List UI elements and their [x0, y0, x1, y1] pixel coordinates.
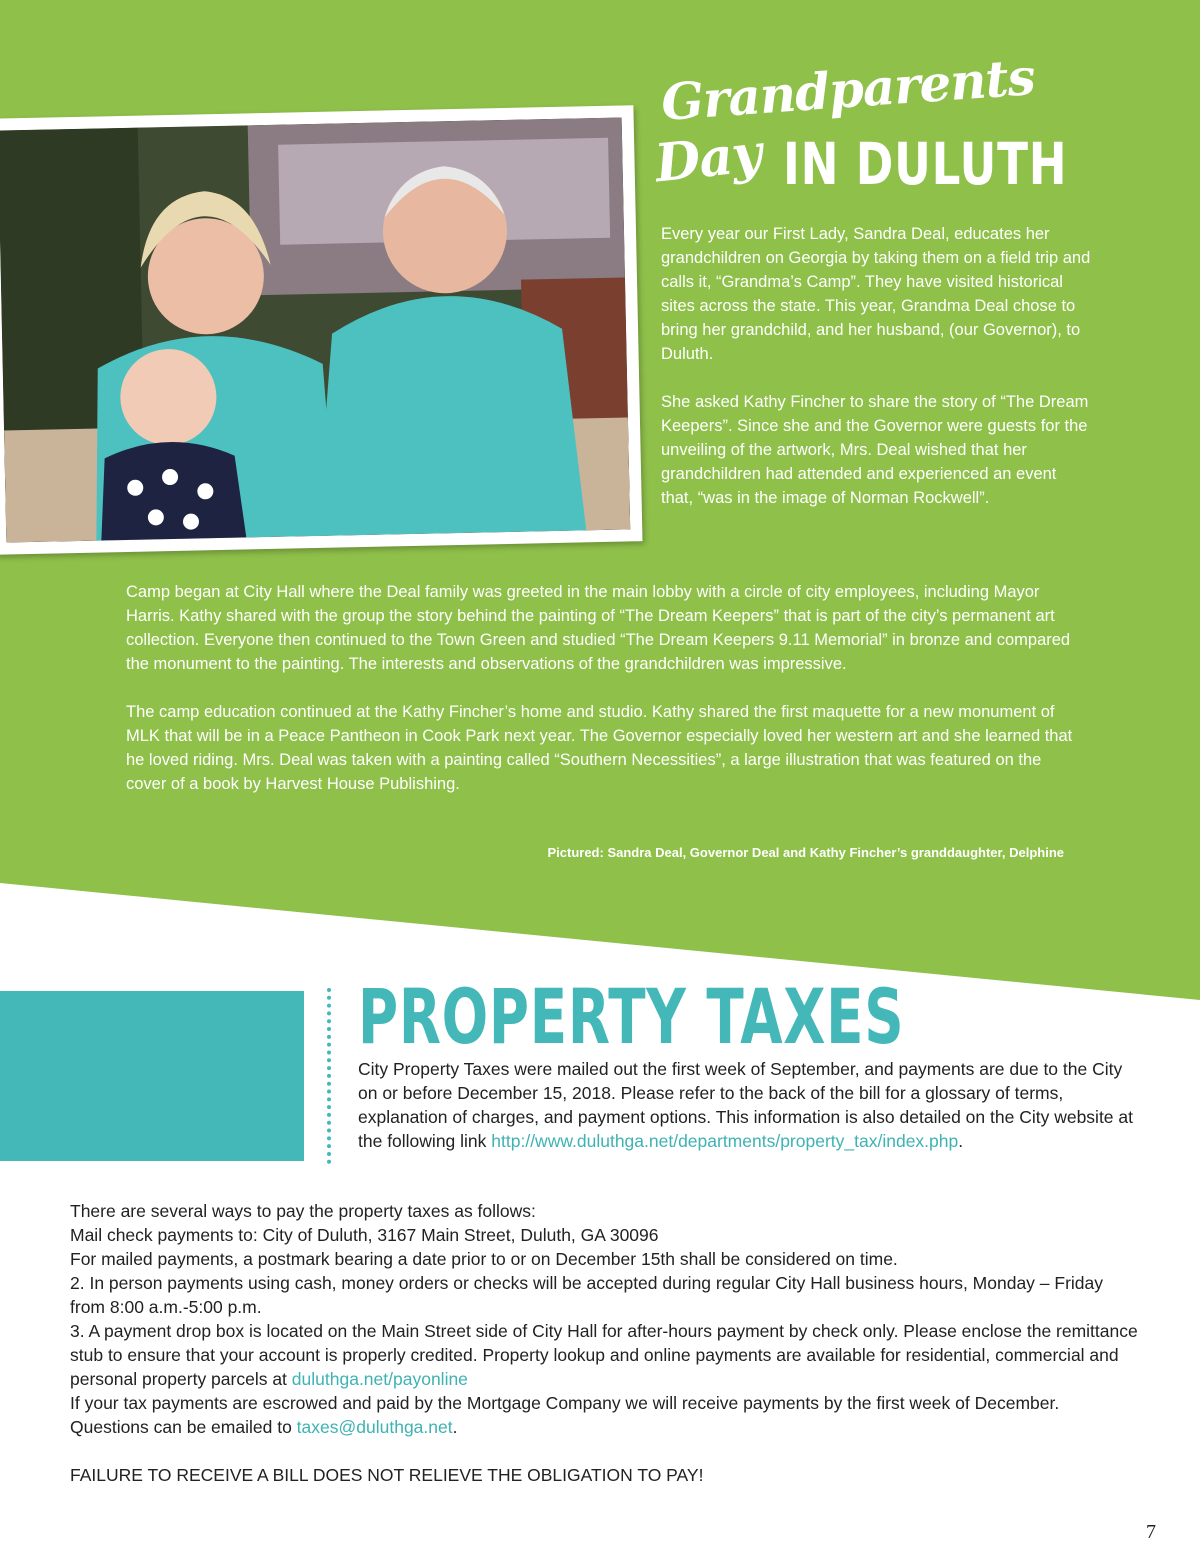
page-number: 7 — [1146, 1521, 1156, 1543]
headline — [652, 47, 1175, 198]
escrow-line: If your tax payments are escrowed and paid by the Mortgage Company we will receive payments by the first week of December. — [70, 1393, 1060, 1413]
dotted-divider — [327, 988, 331, 1164]
warning-line: FAILURE TO RECEIVE A BILL DOES NOT RELIEVE THE OBLIGATION TO PAY! — [70, 1465, 704, 1485]
headline-script-line-2: Day — [652, 122, 764, 195]
tax-intro-text: City Property Taxes were mailed out the first week of September, and payments are due to the City on or before December 15, 2018. Please refer to the back of the bill for a glossary of terms, explanation of charges, and payment options. This information is also detailed on the City website at the following link — [358, 1059, 1133, 1151]
drop-box-line — [70, 1319, 1140, 1391]
property-taxes-intro — [358, 1057, 1138, 1153]
drop-box-text: 3. A payment drop box is located on the Main Street side of City Hall for after-hours payment by check only. Please enclose the remittance stub to ensure that your account is properly credited. Property lookup and online payments are available for residential, commercial and personal property parcels at — [70, 1321, 1138, 1389]
family-photo-illustration — [0, 118, 630, 543]
headline-script-line-1: Grandparents — [659, 47, 1037, 132]
property-taxes-title: PROPERTY TAXES — [358, 972, 905, 1061]
photo-caption: Pictured: Sandra Deal, Governor Deal and Kathy Fincher’s granddaughter, Delphine — [547, 845, 1064, 860]
photo-frame — [0, 105, 642, 554]
property-tax-link[interactable]: http://www.duluthga.net/departments/property_tax/index.php — [491, 1131, 959, 1151]
spacer — [70, 1439, 1140, 1463]
headline-block-text: IN DULUTH — [783, 130, 1068, 198]
intro-paragraph: She asked Kathy Fincher to share the story of “The Dream Keepers”. Since she and the Governor were guests for the unveiling of the artwork, Mrs. Deal wished that her grandchildren had attended and experienced an event that, “was in the image of Norman Rockwell”. — [661, 393, 1089, 507]
teal-accent-block — [0, 991, 304, 1161]
ways-heading: There are several ways to pay the property taxes as follows: — [70, 1201, 536, 1221]
story-paragraph: Camp began at City Hall where the Deal family was greeted in the main lobby with a circle of city employees, including Mayor Harris. Kathy shared with the group the story behind the painting of “The Dream Keepers” that is part of the city’s permanent art collection. Everyone then continued to the Town Green and studied “The Dream Keepers 9.11 Memorial” in bronze and compared the monument to the painting. The interests and observations of the grandchildren was impressive. — [126, 583, 1071, 673]
mail-line: Mail check payments to: City of Duluth, 3167 Main Street, Duluth, GA 30096 — [70, 1225, 659, 1245]
questions-text: Questions can be emailed to — [70, 1417, 297, 1437]
tax-intro-end: . — [958, 1131, 964, 1151]
in-person-line: 2. In person payments using cash, money orders or checks will be accepted during regular City Hall business hours, Monday – Friday from 8:00 a.m.-5:00 p.m. — [70, 1273, 1104, 1317]
questions-end: . — [452, 1417, 458, 1437]
payonline-link[interactable]: duluthga.net/payonline — [291, 1369, 468, 1389]
story-paragraph: The camp education continued at the Kathy Fincher’s home and studio. Kathy shared the first maquette for a new monument of MLK that will be in a Peace Pantheon in Cook Park next year. The Governor especially loved her western art and she learned that he loved riding. Mrs. Deal was taken with a painting called “Southern Necessities”, a large illustration that was featured on the cover of a book by Harvest House Publishing. — [126, 703, 1073, 793]
email-link[interactable]: taxes@duluthga.net — [296, 1417, 453, 1437]
questions-line — [70, 1415, 1140, 1439]
intro-text — [661, 222, 1091, 534]
intro-paragraph: Every year our First Lady, Sandra Deal, educates her grandchildren on Georgia by taking them on a field trip and calls it, “Grandma’s Camp”. They have visited historical sites across the state. This year, Grandma Deal chose to bring her grandchild, and her husband, (our Governor), to Duluth. — [661, 225, 1091, 363]
property-taxes-body — [70, 1199, 1140, 1487]
family-photo — [0, 118, 630, 543]
postmark-line: For mailed payments, a postmark bearing a date prior to or on December 15th shall be considered on time. — [70, 1249, 898, 1269]
story-text — [126, 580, 1086, 820]
